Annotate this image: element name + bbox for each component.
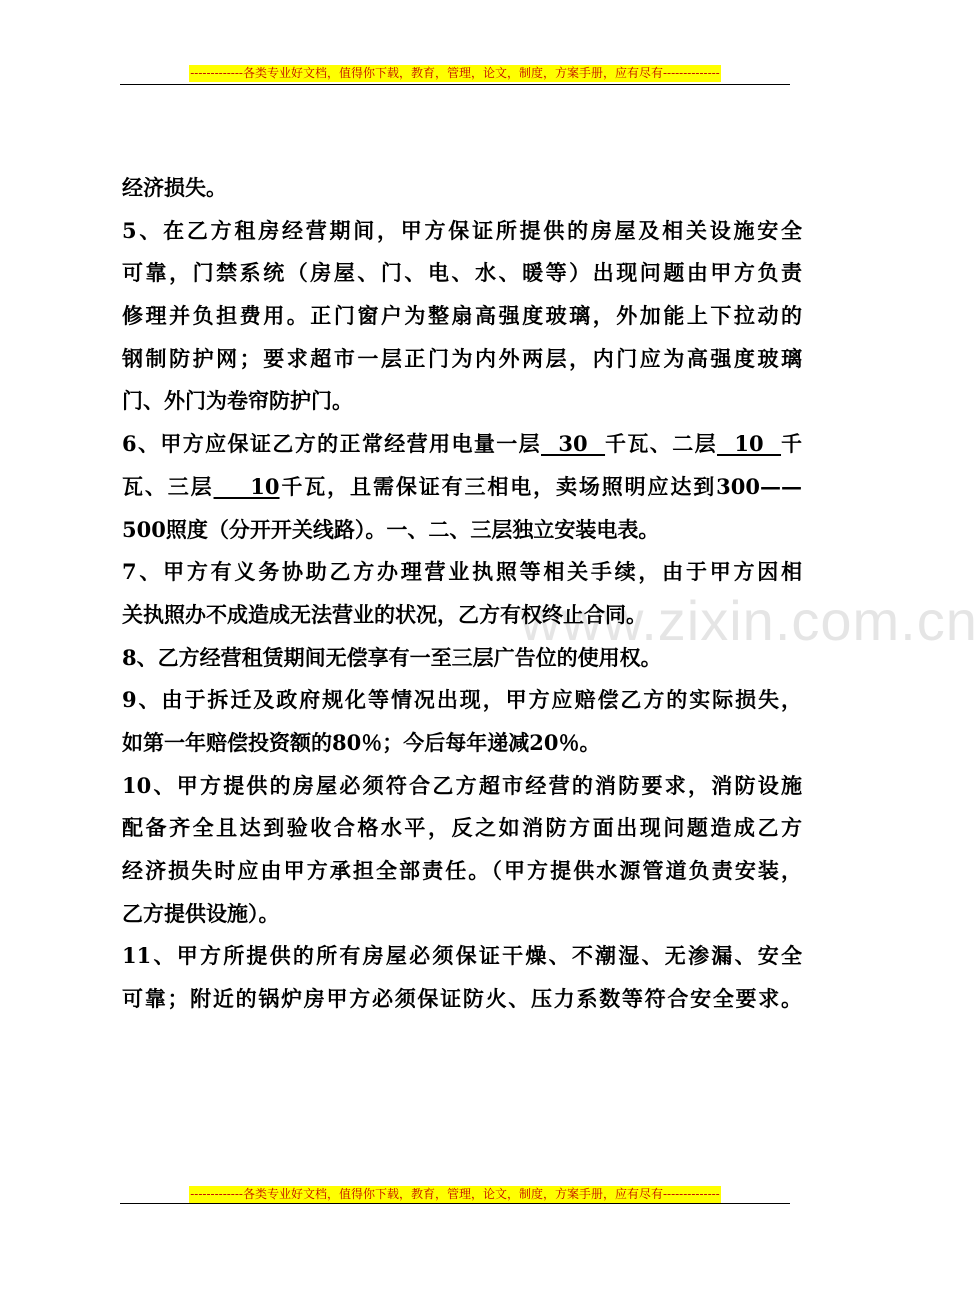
text-line: 乙方提供设施）。 xyxy=(122,900,280,926)
text-line: 8、乙方经营租赁期间无偿享有一至三层广告位的使用权。 xyxy=(122,644,662,670)
item6-prefix: 6、甲方应保证乙方的正常经营用电量一层 xyxy=(122,431,541,457)
item6-suffix: 千瓦，且需保证有三相电，卖场照明应达到300—— xyxy=(279,473,802,499)
text-line: 关执照办不成造成无法营业的状况，乙方有权终止合同。 xyxy=(122,601,647,627)
document-body xyxy=(122,167,802,1021)
text-line: 如第一年赔偿投资额的80％；今后每年递减20％。 xyxy=(122,729,601,755)
text-line: 可靠；附近的锅炉房甲方必须保证防火、压力系数等符合安全要求。 xyxy=(122,986,802,1012)
text-line: 10、甲方提供的房屋必须符合乙方超市经营的消防要求，消防设施 xyxy=(122,772,802,798)
text-line: 7、甲方有义务协助乙方办理营业执照等相关手续，由于甲方因相 xyxy=(122,559,802,585)
header-rule xyxy=(120,84,790,85)
text-line: 9、由于拆迁及政府规化等情况出现，甲方应赔偿乙方的实际损失， xyxy=(122,687,802,713)
text-line: 经济损失。 xyxy=(122,175,227,200)
text-line: 配备齐全且达到验收合格水平，反之如消防方面出现问题造成乙方 xyxy=(122,815,802,841)
item6-floor3-kw: 10 xyxy=(213,473,280,499)
text-line: 可靠，门禁系统（房屋、门、电、水、暖等）出现问题由甲方负责 xyxy=(122,260,802,286)
header-banner: -------------各类专业好文档，值得你下载，教育，管理，论文，制度，方案手册，应有尽有-------------- xyxy=(190,66,720,80)
watermark: www.zixin.com.cn xyxy=(520,589,978,652)
item6-line2-start: 瓦、三层 xyxy=(122,473,214,499)
item6-mid2: 千 xyxy=(781,431,803,457)
text-line: 500照度（分开开关线路）。一、二、三层独立安装电表。 xyxy=(122,516,660,542)
footer-rule xyxy=(120,1203,790,1204)
footer-banner-wrap xyxy=(120,1183,790,1203)
text-line-item6 xyxy=(122,423,802,466)
text-line: 门、外门为卷帘防护门。 xyxy=(122,388,353,414)
text-line: 经济损失时应由甲方承担全部责任。（甲方提供水源管道负责安装， xyxy=(122,858,802,883)
item6-floor2-kw: 10 xyxy=(716,431,782,457)
header-banner-wrap xyxy=(120,62,790,82)
item6-floor1-kw: 30 xyxy=(541,431,606,457)
text-line: 钢制防护网；要求超市一层正门为内外两层，内门应为高强度玻璃 xyxy=(122,345,802,371)
footer-banner: -------------各类专业好文档，值得你下载，教育，管理，论文，制度，方案手册，应有尽有-------------- xyxy=(190,1187,720,1201)
text-line: 11、甲方所提供的所有房屋必须保证干燥、不潮湿、无渗漏、安全 xyxy=(122,943,802,969)
text-line: 5、在乙方租房经营期间，甲方保证所提供的房屋及相关设施安全 xyxy=(122,217,802,243)
text-line-item6-cont xyxy=(122,466,802,509)
item6-mid1: 千瓦、二层 xyxy=(605,431,717,457)
text-line: 修理并负担费用。正门窗户为整扇高强度玻璃，外加能上下拉动的 xyxy=(122,303,802,329)
